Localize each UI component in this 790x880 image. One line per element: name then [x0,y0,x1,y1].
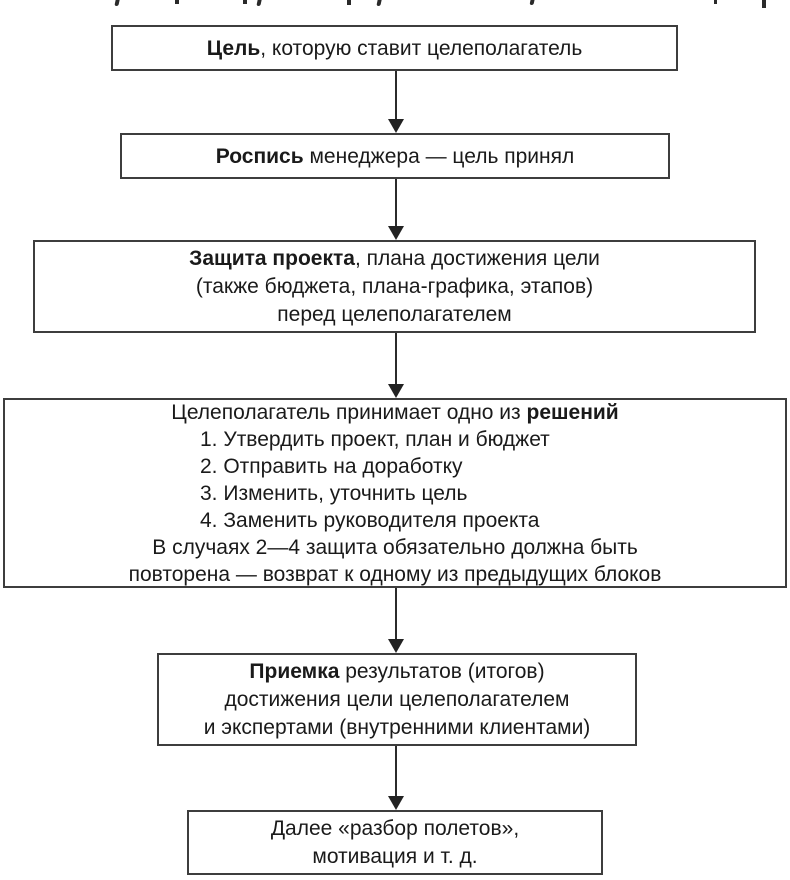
node-text-line: достижения цели целеполагателем [224,687,570,711]
node-goal-bold-text: Цель [206,36,261,60]
decision-list-item: 1. Утвердить проект, план и бюджет [200,427,550,451]
node-text-line: (также бюджета, плана-графика, этапов) [195,274,594,298]
arrow-down-icon [388,796,404,810]
node-goal-text: , которую ставит целеполагатель [260,36,583,60]
arrow-down-icon [388,639,404,653]
node-text-line [122,143,668,170]
node-signature-text: менеджера — цель принял [303,144,575,168]
node-text-line: В случаях 2—4 защита обязательно должна быть [152,535,638,559]
node-text-line: повторена — возврат к одному из предыдущих блоков [128,562,662,586]
connector-line [395,588,397,639]
node-text-line: перед целеполагателем [277,302,512,326]
decision-list-item: 2. Отправить на доработку [200,454,463,478]
decision-list-item: 3. Изменить, уточнить цель [200,481,468,505]
node-decision-heading-text: Целеполагатель принимает одно из [171,400,527,424]
node-signature-bold-text: Роспись [215,144,304,168]
node-acceptance-bold-text: Приемка [249,659,340,683]
connector-line [395,71,397,119]
node-defense-bold-text: Защита проекта [189,246,355,270]
node-text-line: мотивация и т. д. [312,844,478,868]
decision-list-item: 4. Заменить руководителя проекта [200,508,540,532]
node-decision [3,398,787,588]
node-debrief [187,810,603,875]
arrow-down-icon [388,384,404,398]
node-text-line: и экспертами (внутренними клиентами) [203,715,591,739]
node-signature [120,133,670,179]
node-defense-text: , плана достижения цели [354,246,600,270]
connector-line [395,179,397,226]
node-text-line: Далее «разбор полетов», [270,816,520,840]
node-goal [111,25,678,71]
node-acceptance-text: результатов (итогов) [339,659,545,683]
node-defense [33,240,756,333]
node-acceptance [157,653,637,746]
node-text-line [5,399,785,426]
node-text-line [159,658,635,686]
arrow-down-icon [388,119,404,133]
connector-line [395,746,397,796]
arrow-down-icon [388,226,404,240]
node-text-line [35,245,754,273]
node-decision-bold-text: решений [526,400,619,424]
connector-line [395,333,397,384]
node-text-line [113,35,676,62]
